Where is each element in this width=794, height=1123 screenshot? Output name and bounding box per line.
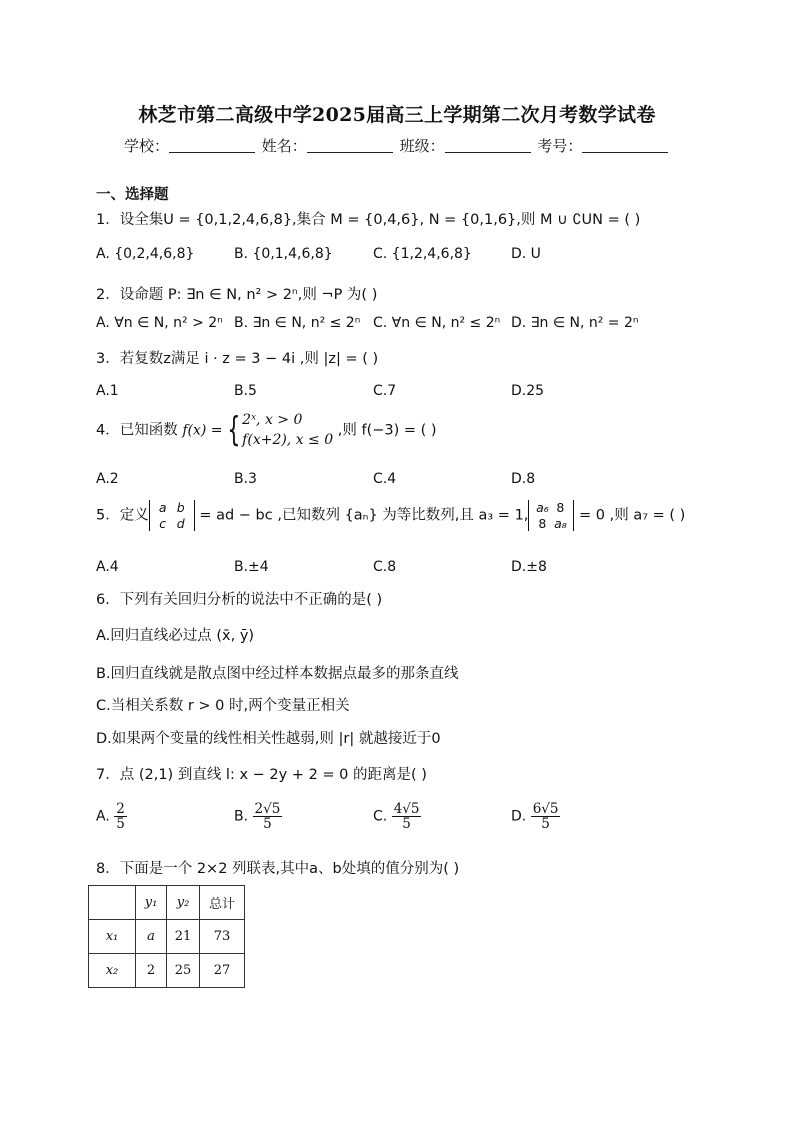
- class-label: 班级：: [399, 137, 445, 155]
- q6-option-a: A.回归直线必过点 (x̄, ȳ): [96, 628, 255, 644]
- q3-option-a: A.1: [96, 383, 119, 399]
- q4-brace: {: [226, 410, 240, 451]
- q1-option-a: A. {0,2,4,6,8}: [96, 246, 195, 262]
- q4-case-2: f(x+2), x ≤ 0: [242, 432, 334, 449]
- section-heading: 一、选择题: [96, 187, 169, 203]
- table-cell: 27: [200, 954, 245, 988]
- table-row: [89, 954, 245, 988]
- exam-number-label: 考号：: [537, 137, 583, 155]
- q7-option-d-fraction: $\frac{6√5}{5}$: [532, 801, 559, 833]
- q1-option-d: D. U: [511, 246, 541, 262]
- exam-number-blank[interactable]: [582, 138, 668, 153]
- table-header-cell: y₂: [167, 886, 200, 920]
- table-cell: 73: [200, 920, 245, 954]
- q4-case-1: 2ˣ, x > 0: [242, 412, 303, 428]
- q7-option-a-fraction: $\frac{2}{5}$: [116, 801, 125, 833]
- q5-option-a: A.4: [96, 559, 119, 575]
- q5-option-b: B.±4: [234, 559, 269, 575]
- name-blank[interactable]: [307, 138, 393, 153]
- question-8: 8．下面是一个 2×2 列联表,其中a、b处填的值分别为( ): [96, 861, 460, 877]
- q5-determinant-sequence: a₆ 8 8 a₈: [528, 500, 574, 531]
- student-info-row: [124, 135, 670, 156]
- q4-option-b: B.3: [234, 471, 257, 487]
- q4-option-c: C.4: [373, 471, 397, 487]
- school-label: 学校：: [124, 137, 170, 155]
- table-cell: x₁: [89, 920, 136, 954]
- q7-option-a: A. $\frac{2}{5}$: [96, 801, 125, 833]
- q4-option-a: A.2: [96, 471, 119, 487]
- q5-option-c: C.8: [373, 559, 397, 575]
- school-blank[interactable]: [169, 138, 255, 153]
- question-6: 6．下列有关回归分析的说法中不正确的是( ): [96, 592, 383, 608]
- question-7: 7．点 (2,1) 到直线 l: x − 2y + 2 = 0 的距离是( ): [96, 767, 427, 783]
- q3-option-c: C.7: [373, 383, 397, 399]
- q7-option-b-fraction: $\frac{2√5}{5}$: [254, 801, 281, 833]
- question-4: [96, 410, 437, 451]
- table-cell: a: [136, 920, 167, 954]
- q6-option-d: D.如果两个变量的线性相关性越弱,则 |r| 就越接近于0: [96, 731, 441, 747]
- q6-option-b: B.回归直线就是散点图中经过样本数据点最多的那条直线: [96, 666, 459, 682]
- q7-option-c: C. $\frac{4√5}{5}$: [373, 801, 420, 833]
- q5-prefix: 5．定义: [96, 507, 149, 524]
- table-cell: x₂: [89, 954, 136, 988]
- table-cell: 2: [136, 954, 167, 988]
- q7-option-d: D. $\frac{6√5}{5}$: [511, 801, 559, 833]
- q4-prefix: 4．已知函数: [96, 422, 178, 439]
- name-label: 姓名：: [261, 137, 307, 155]
- q3-option-b: B.5: [234, 383, 257, 399]
- question-1: 1．设全集U = {0,1,2,4,6,8},集合 M = {0,4,6}, N = {0,1,6},则 M ∪ ∁UN = ( ): [96, 212, 641, 228]
- q4-option-d: D.8: [511, 471, 536, 487]
- q2-option-d: D. ∃n ∈ N, n² = 2ⁿ: [511, 315, 639, 331]
- q2-option-c: C. ∀n ∈ N, n² ≤ 2ⁿ: [373, 315, 501, 331]
- table-header-cell: 总计: [200, 886, 245, 920]
- q5-option-d: D.±8: [511, 559, 547, 575]
- question-2: 2．设命题 P: ∃n ∈ N, n² > 2ⁿ,则 ¬P 为( ): [96, 287, 378, 303]
- table-header-cell: y₁: [136, 886, 167, 920]
- question-5: [96, 500, 685, 531]
- table-header-cell: [89, 886, 136, 920]
- q1-option-b: B. {0,1,4,6,8}: [234, 246, 333, 262]
- table-row: [89, 920, 245, 954]
- table-cell: 21: [167, 920, 200, 954]
- q7-option-b: B. $\frac{2√5}{5}$: [234, 801, 281, 833]
- class-blank[interactable]: [445, 138, 531, 153]
- q2-option-b: B. ∃n ∈ N, n² ≤ 2ⁿ: [234, 315, 361, 331]
- table-header-row: [89, 886, 245, 920]
- page-title: 林芝市第二高级中学2025届高三上学期第二次月考数学试卷: [138, 104, 656, 126]
- q4-suffix: ,则 f(−3) = ( ): [337, 422, 437, 439]
- q3-option-d: D.25: [511, 383, 545, 399]
- q4-function-name: f(x) =: [182, 422, 223, 439]
- q7-option-c-fraction: $\frac{4√5}{5}$: [393, 801, 420, 833]
- q5-suffix: = 0 ,则 a₇ = ( ): [579, 507, 686, 524]
- q2-option-a: A. ∀n ∈ N, n² > 2ⁿ: [96, 315, 223, 331]
- q6-option-c: C.当相关系数 r > 0 时,两个变量正相关: [96, 698, 350, 714]
- table-cell: 25: [167, 954, 200, 988]
- q5-middle: = ad − bc ,已知数列 {aₙ} 为等比数列,且 a₃ = 1,: [199, 507, 529, 524]
- contingency-table: [88, 885, 245, 988]
- q1-option-c: C. {1,2,4,6,8}: [373, 246, 472, 262]
- q5-determinant-definition: a b c d: [149, 500, 195, 531]
- question-3: 3．若复数z满足 i · z = 3 − 4i ,则 |z| = ( ): [96, 351, 379, 367]
- q4-cases: [242, 410, 333, 451]
